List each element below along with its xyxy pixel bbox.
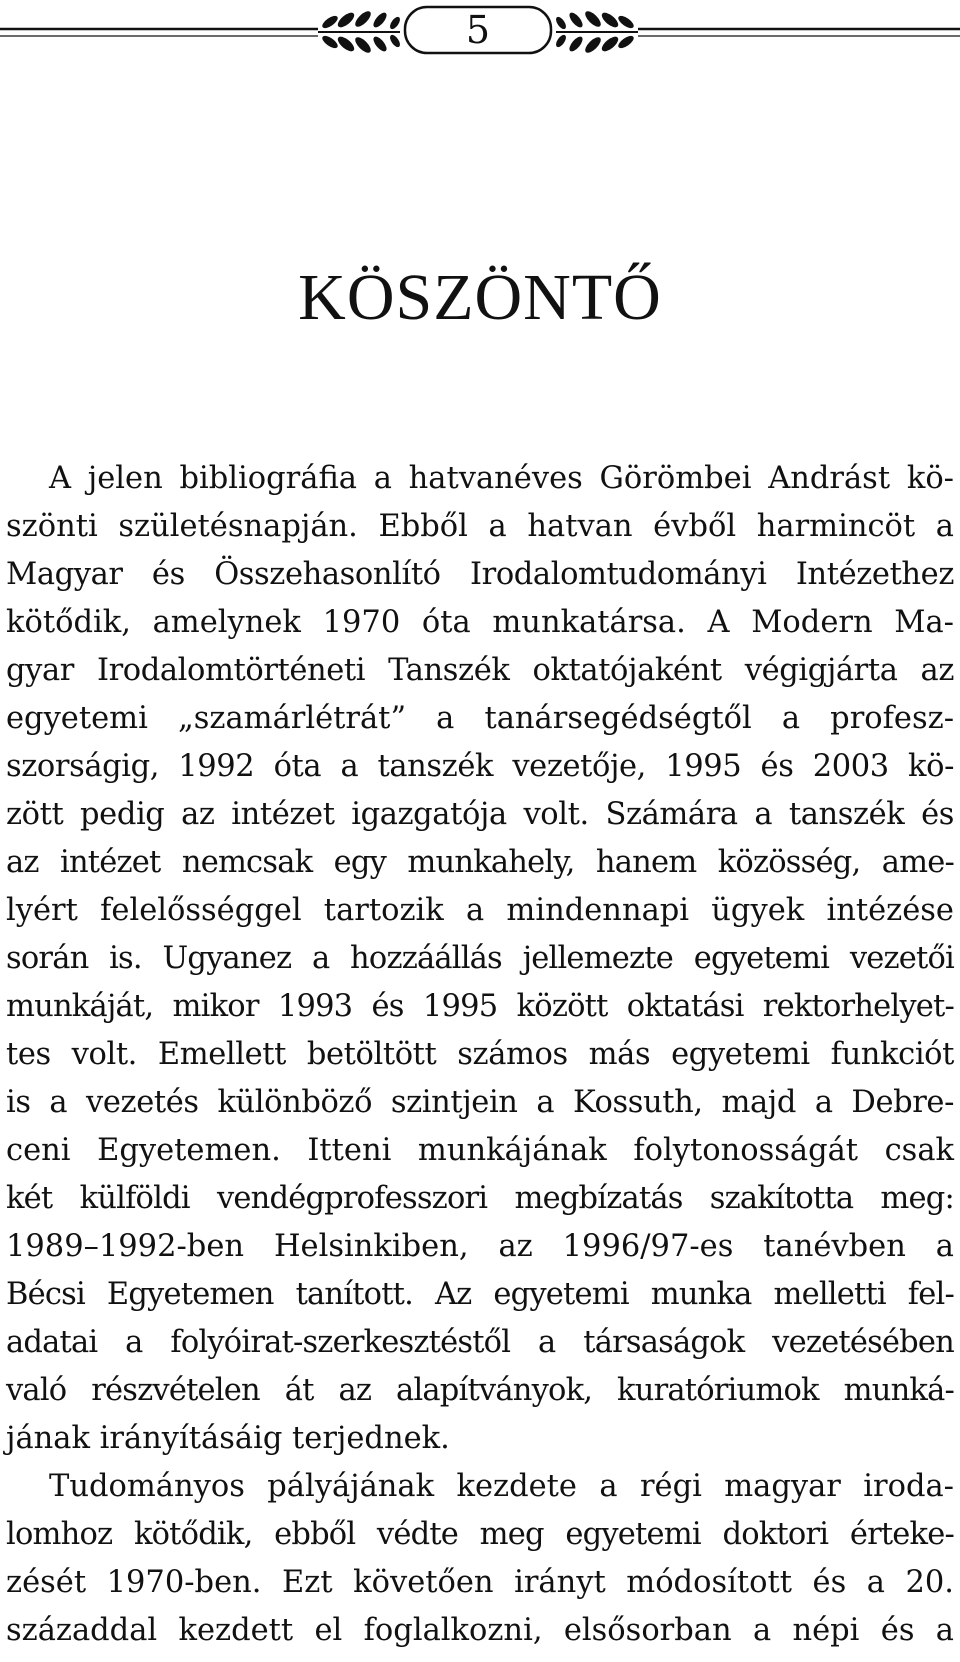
text-line: ceni Egyetemen. Itteni munkájának folytonosságát csak (6, 1133, 954, 1168)
text-line: Tudományos pályájának kezdete a régi magyar iroda- (49, 1469, 954, 1504)
text-line: A jelen bibliográfia a hatvanéves Görömbei Andrást kö- (49, 461, 954, 496)
page-title: KÖSZÖNTŐ (298, 261, 662, 334)
text-line: századdal kezdett el foglalkozni, elsősorban a népi és a (6, 1613, 954, 1648)
page-number: 5 (465, 8, 491, 52)
text-line: az intézet nemcsak egy munkahely, hanem közösség, ame- (6, 845, 954, 880)
text-line: tes volt. Emellett betöltött számos más egyetemi funkciót (6, 1037, 954, 1072)
text-line: zését 1970-ben. Ezt követően irányt módosított és a 20. (6, 1565, 954, 1600)
text-line: gyar Irodalomtörténeti Tanszék oktatójaként végigjárta az (6, 653, 954, 688)
text-line: szorságig, 1992 óta a tanszék vezetője, 1995 és 2003 kö- (6, 749, 954, 784)
page-header (0, 0, 960, 62)
text-line: is a vezetés különböző szintjein a Kossuth, majd a Debre- (6, 1085, 954, 1120)
text-line: Bécsi Egyetemen tanított. Az egyetemi munka melletti fel- (6, 1277, 954, 1312)
text-line: kötődik, amelynek 1970 óta munkatársa. A Modern Ma- (6, 605, 954, 640)
text-line: adatai a folyóirat-szerkesztéstől a társaságok vezetésében (6, 1325, 954, 1360)
text-line: Magyar és Összehasonlító Irodalomtudományi Intézethez (6, 557, 954, 592)
text-line: során is. Ugyanez a hozzáállás jellemezte egyetemi vezetői (6, 941, 954, 976)
text-line: 1989–1992-ben Helsinkiben, az 1996/97-es tanévben a (6, 1229, 954, 1264)
text-line: való részvételen át az alapítványok, kuratóriumok munká- (6, 1373, 954, 1408)
text-line: jának irányításáig terjednek. (6, 1421, 450, 1456)
text-line: lomhoz kötődik, ebből védte meg egyetemi doktori érteke- (6, 1517, 954, 1552)
text-line: lyért felelősséggel tartozik a mindennapi ügyek intézése (6, 893, 954, 928)
body-text (6, 455, 954, 1655)
text-line: zött pedig az intézet igazgatója volt. Számára a tanszék és (6, 797, 954, 832)
text-line: szönti születésnapján. Ebből a hatvan évből harmincöt a (6, 509, 954, 544)
text-line: munkáját, mikor 1993 és 1995 között oktatási rektorhelyet- (6, 989, 954, 1024)
text-line: egyetemi „szamárlétrát” a tanársegédségtől a profesz- (6, 701, 954, 736)
text-line: két külföldi vendégprofesszori megbízatás szakította meg: (6, 1181, 954, 1216)
